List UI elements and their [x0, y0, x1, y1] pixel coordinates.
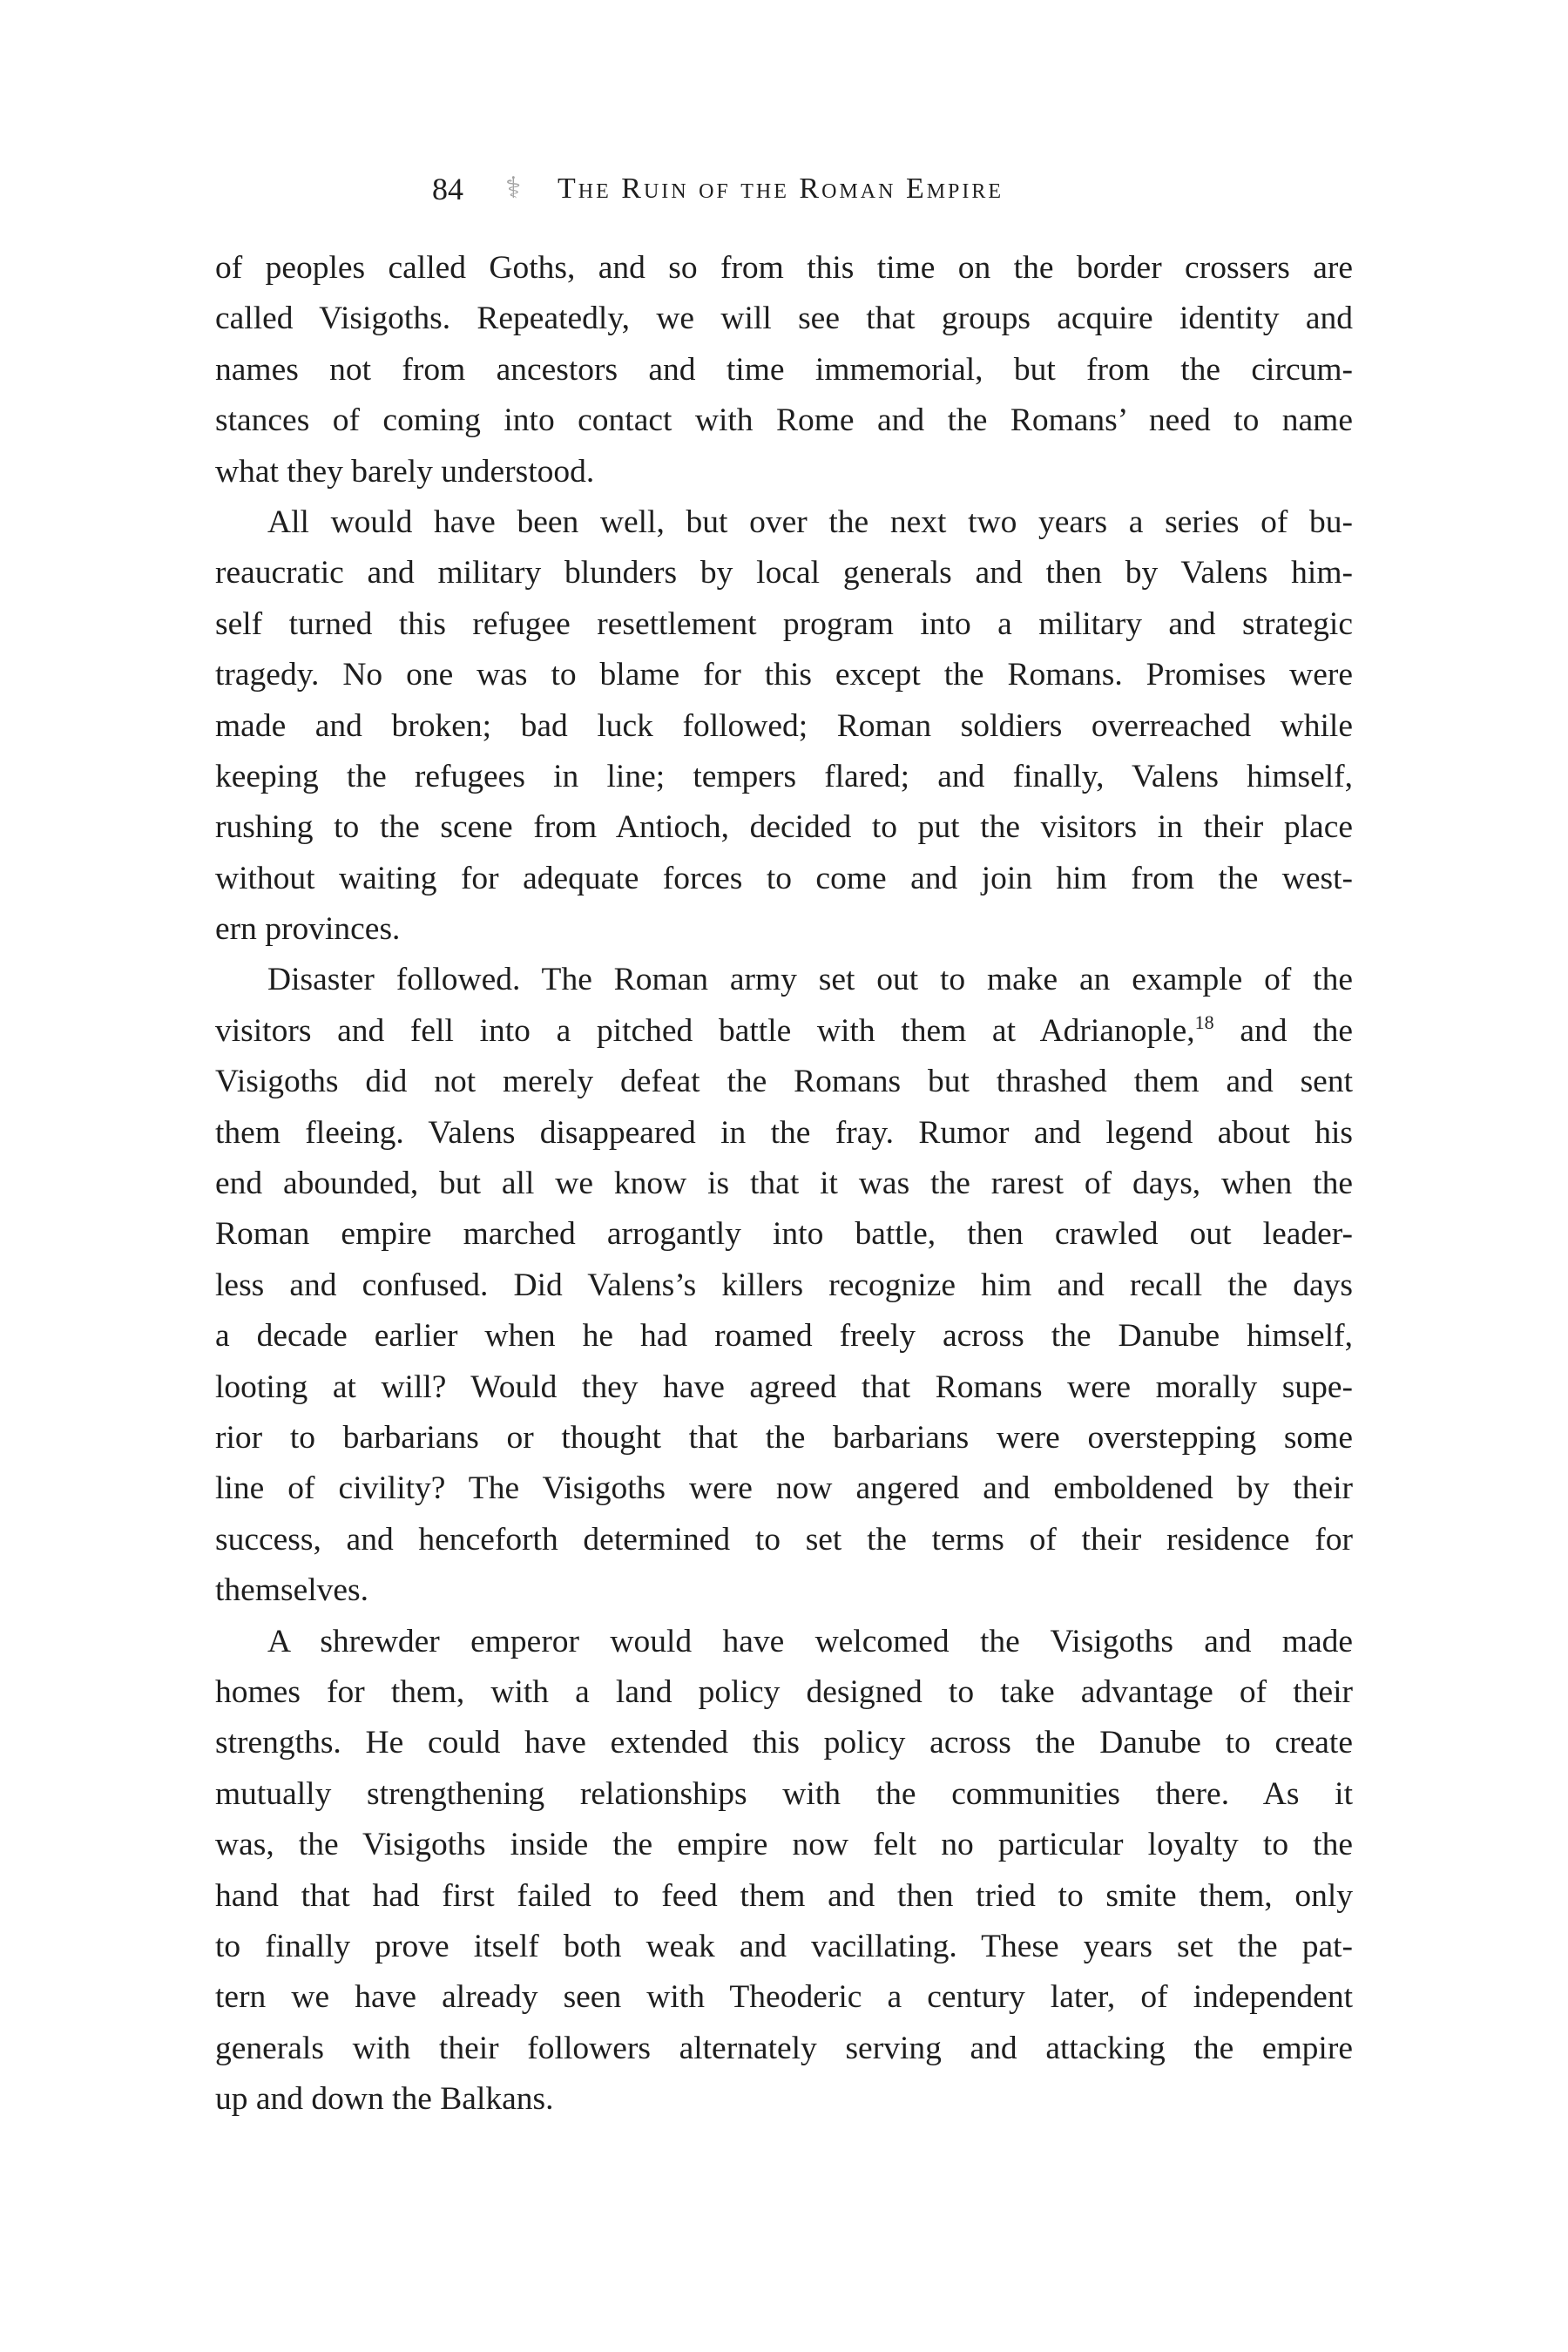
line-text: strengths. He could have extended this policy across the Danube to create	[215, 1725, 1353, 1761]
text-line	[215, 1922, 1353, 1972]
line-text: All would have been well, but over the next two years a series of bu-	[267, 504, 1353, 540]
text-line	[215, 1565, 1353, 1616]
text-line	[215, 1108, 1353, 1159]
text-line	[215, 243, 1353, 294]
text-line	[215, 1463, 1353, 1514]
line-text: end abounded, but all we know is that it was the rarest of days, when the	[215, 1166, 1353, 1202]
text-line	[215, 1871, 1353, 1922]
text-line	[215, 854, 1353, 904]
line-text: Visigoths did not merely defeat the Romans but thrashed them and sent	[215, 1064, 1353, 1100]
text-line	[215, 294, 1353, 344]
text-line	[215, 701, 1353, 752]
line-text: mutually strengthening relationships with the communities there. As it	[215, 1775, 1353, 1812]
line-text: rushing to the scene from Antioch, decided to put the visitors in their place	[215, 809, 1353, 846]
paragraph	[215, 1617, 1353, 2126]
line-text: line of civility? The Visigoths were now angered and emboldened by their	[215, 1470, 1353, 1507]
page-number: 84	[432, 172, 463, 206]
line-text: them fleeing. Valens disappeared in the fray. Rumor and legend about his	[215, 1114, 1353, 1151]
line-text: of peoples called Goths, and so from this time on the border crossers are	[215, 250, 1353, 286]
text-line	[215, 650, 1353, 700]
line-text: less and confused. Did Valens’s killers recognize him and recall the days	[215, 1267, 1353, 1303]
text-line	[215, 1667, 1353, 1718]
text-line	[215, 1718, 1353, 1768]
text-line	[215, 1769, 1353, 1820]
line-text: called Visigoths. Repeatedly, we will see that groups acquire identity and	[215, 301, 1353, 337]
text-line	[215, 955, 1353, 1005]
line-text: made and broken; bad luck followed; Roman soldiers overreached while	[215, 707, 1353, 744]
text-line	[215, 395, 1353, 446]
line-text: looting at will? Would they have agreed that Romans were morally supe-	[215, 1369, 1353, 1405]
line-text: a decade earlier when he had roamed freely across the Danube himself,	[215, 1318, 1353, 1355]
line-text: themselves.	[215, 1572, 369, 1609]
line-text: and the	[1213, 1012, 1353, 1049]
line-text: without waiting for adequate forces to come and join him from the west-	[215, 860, 1353, 896]
text-line	[215, 1209, 1353, 1260]
text-line	[215, 497, 1353, 548]
line-text: reaucratic and military blunders by local generals and then by Valens him-	[215, 555, 1353, 591]
paragraph	[215, 955, 1353, 1616]
line-text: ern provinces.	[215, 911, 401, 948]
running-title: The Ruin of the Roman Empire	[558, 172, 1004, 205]
line-text: generals with their followers alternately serving and attacking the empire	[215, 2030, 1353, 2066]
text-line	[215, 1057, 1353, 1107]
line-text: Disaster followed. The Roman army set out to make an example of the	[267, 962, 1353, 998]
body-text	[215, 243, 1353, 2125]
text-line	[215, 1515, 1353, 1565]
line-text: tragedy. No one was to blame for this except the Romans. Promises were	[215, 657, 1353, 693]
running-header	[418, 167, 1167, 211]
line-text: keeping the refugees in line; tempers flared; and finally, Valens himself,	[215, 758, 1353, 794]
line-text: success, and henceforth determined to set the terms of their residence for	[215, 1521, 1353, 1558]
line-text: visitors and fell into a pitched battle with them at Adrianople,	[215, 1012, 1195, 1049]
paragraph	[215, 497, 1353, 956]
text-line	[215, 1617, 1353, 1667]
line-text: stances of coming into contact with Rome and the Romans’ need to name	[215, 402, 1353, 439]
text-line	[215, 1362, 1353, 1413]
text-line	[215, 1820, 1353, 1870]
text-line	[215, 1006, 1353, 1057]
text-line	[215, 904, 1353, 955]
line-text: was, the Visigoths inside the empire now felt no particular loyalty to the	[215, 1827, 1353, 1863]
line-text: to finally prove itself both weak and vacillating. These years set the pat-	[215, 1928, 1353, 1964]
text-line	[215, 1311, 1353, 1362]
text-line	[215, 1972, 1353, 2023]
line-text: rior to barbarians or thought that the barbarians were overstepping some	[215, 1419, 1353, 1456]
text-line	[215, 2074, 1353, 2125]
text-line	[215, 1159, 1353, 1209]
text-line	[215, 1413, 1353, 1463]
footnote-reference[interactable]: 18	[1194, 1010, 1214, 1033]
line-text: homes for them, with a land policy designed to take advantage of their	[215, 1673, 1353, 1710]
line-text: hand that had first failed to feed them and then tried to smite them, only	[215, 1877, 1353, 1914]
line-text: what they barely understood.	[215, 453, 595, 490]
text-line	[215, 2024, 1353, 2074]
ornament-icon: ⚕	[505, 172, 522, 205]
text-line	[215, 599, 1353, 650]
line-text: names not from ancestors and time immemorial, but from the circum-	[215, 351, 1353, 388]
text-line	[215, 1260, 1353, 1311]
text-line	[215, 345, 1353, 395]
line-text: self turned this refugee resettlement program into a military and strategic	[215, 605, 1353, 642]
line-text: tern we have already seen with Theoderic a century later, of independent	[215, 1979, 1353, 2016]
text-line	[215, 752, 1353, 802]
text-line	[215, 548, 1353, 598]
line-text: up and down the Balkans.	[215, 2081, 554, 2118]
text-line	[215, 802, 1353, 853]
line-text: A shrewder emperor would have welcomed the Visigoths and made	[267, 1623, 1353, 1659]
text-line	[215, 447, 1353, 497]
line-text: Roman empire marched arrogantly into battle, then crawled out leader-	[215, 1216, 1353, 1253]
paragraph	[215, 243, 1353, 497]
